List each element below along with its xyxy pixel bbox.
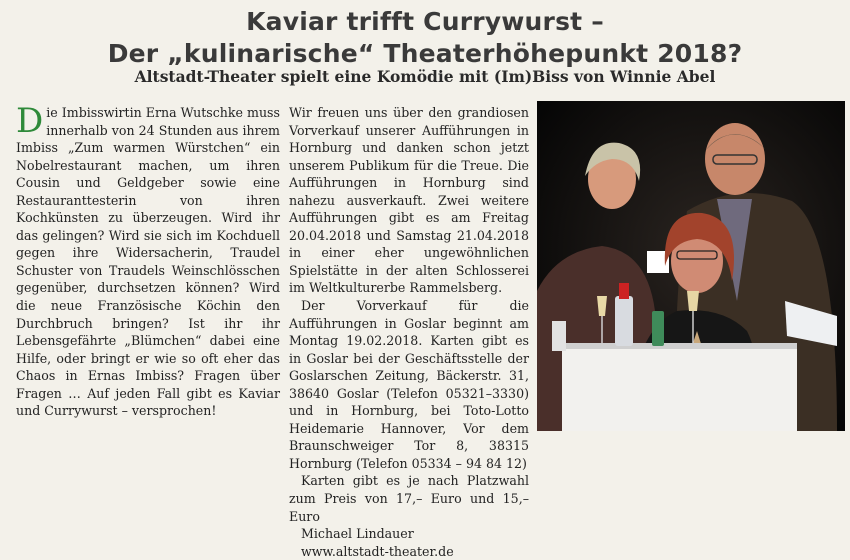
headline bbox=[0, 6, 850, 70]
table bbox=[562, 343, 797, 431]
paragraph-1-text: ie Imbisswirtin Erna Wutschke muss innerhalb von 24 Stunden aus ihrem Imbiss „Zum warmen Würstchen“ ein Nobelrestaurant machen, um ihren Cousin und Geldgeber sowie eine Restauranttesterin von ihren Kochkünsten zu überzeugen. Wird ihr das gelingen? Wird sie sich im Kochduell gegen ihre Widersacherin, Traudel Schuster von Traudels Weinschlösschen gegenüber, durchsetzen können? Wird die neue Französische Köchin den Durchbruch bringen? Ist ihr ihr Lebensgefährte „Blümchen“ dabei eine Hilfe, oder bringt er wie so oft eher das Chaos in Ernas Imbiss? Fragen über Fragen … Auf jeden Fall gibt es Kaviar und Currywurst – versprochen! bbox=[16, 105, 280, 419]
article-paragraph-3: Der Vorverkauf für die Aufführungen in Goslar beginnt am Montag 19.02.2018. Karten gibt es in Goslar bei der Geschäftsstelle der Goslarschen Zeitung, Bäckerstr. 31, 38640 Goslar (Telefon 05321–3330) und in Hornburg, bei Toto-Lotto Heidemarie Hannover, Vor dem Braunschweiger Tor 8, 38315 Hornburg (Telefon 05334 – 94 84 12) bbox=[289, 298, 529, 471]
headline-line-1: Kaviar trifft Currywurst – bbox=[246, 7, 604, 36]
headline-line-2: Der „kulinarische“ Theaterhöhepunkt 2018? bbox=[107, 39, 743, 68]
subheadline: Altstadt-Theater spielt eine Komödie mit (Im)Biss von Winnie Abel bbox=[134, 67, 716, 86]
article-author: Michael Lindauer bbox=[301, 526, 414, 542]
article-paragraph-2-continued: Wir freuen uns über den grandiosen Vorverkauf unserer Aufführungen in Hornburg und danken schon jetzt unserem Publikum für die Treue. Die Aufführungen in Hornburg sind nahezu ausverkauft. Zwei weitere Aufführungen gibt es am Freitag 20.04.2018 und Samstag 21.04.2018 in einer eher ungewöhnlichen Spielstätte in der alten Schlosserei im Weltkulturerbe Rammelsberg. bbox=[289, 105, 529, 296]
theater-scene-photo bbox=[537, 101, 845, 431]
article-paragraph-4: Karten gibt es je nach Platzwahl zum Preis von 17,– Euro und 15,– Euro bbox=[289, 473, 529, 524]
website-link[interactable]: www.altstadt-theater.de bbox=[301, 543, 454, 559]
article-column-2 bbox=[289, 104, 529, 560]
dropcap-letter: D bbox=[16, 101, 44, 141]
photo-illustration bbox=[537, 101, 845, 431]
article-paragraph-1 bbox=[16, 101, 280, 420]
article-column-1 bbox=[16, 101, 280, 420]
